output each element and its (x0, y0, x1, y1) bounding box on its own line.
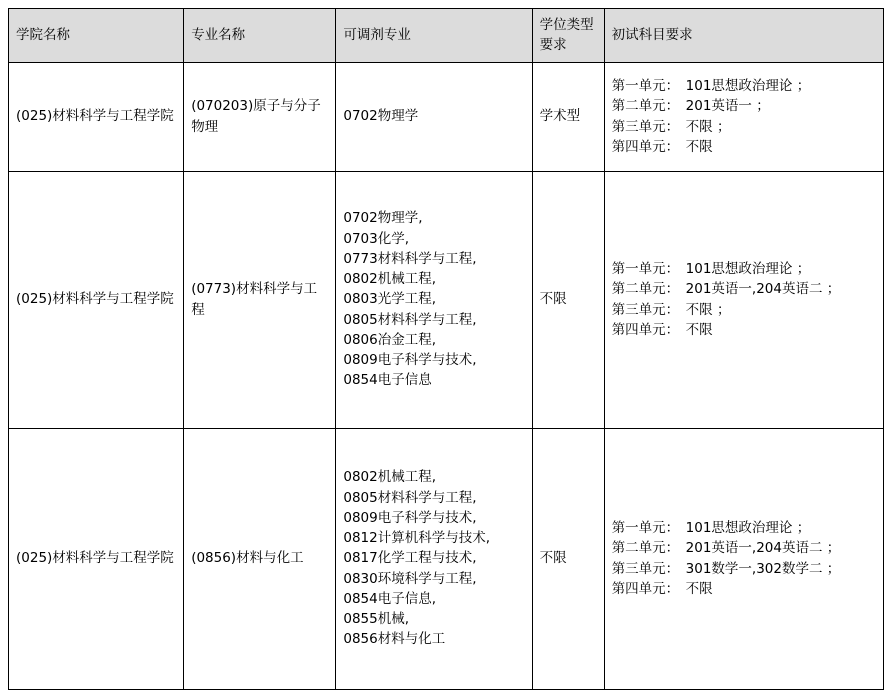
cell-adjustable-majors (336, 62, 532, 171)
list-item (612, 259, 876, 279)
list-item: 0702物理学 (343, 108, 419, 125)
list-item (612, 117, 876, 137)
cell-college: (025)材料科学与工程学院 (9, 428, 184, 689)
column-header-college: 学院名称 (9, 9, 184, 63)
exam-unit-content: 不限 ； (685, 301, 731, 318)
table-header (9, 9, 884, 63)
exam-unit-content: 101思想政治理论 ； (685, 78, 811, 94)
cell-major: (070203)原子与分子物理 (184, 62, 336, 171)
column-header-major: 专业名称 (184, 9, 336, 63)
exam-unit-label: 第四单元： (611, 138, 680, 155)
exam-unit-content: 101思想政治理论 ； (685, 261, 811, 277)
list-item: 0854电子信息 (343, 372, 432, 389)
list-item (612, 279, 876, 299)
exam-unit-content: 201英语一,204英语二 ； (685, 540, 841, 557)
exam-requirements-list (612, 518, 876, 599)
list-item: 0805材料科学与工程, (343, 311, 477, 328)
table-row (9, 171, 884, 428)
list-item (612, 320, 876, 340)
cell-exam-requirements (604, 62, 883, 171)
cell-degree-type: 不限 (532, 171, 604, 428)
exam-unit-content: 301数学一,302数学二 ； (685, 560, 841, 577)
list-item: 0802机械工程, (343, 271, 437, 288)
list-item: 0805材料科学与工程, (343, 489, 477, 506)
adjustable-majors-list (343, 208, 524, 390)
column-header-degree-type: 学位类型要求 (532, 9, 604, 63)
cell-major: (0856)材料与化工 (184, 428, 336, 689)
list-item: 0703化学, (343, 230, 410, 247)
list-item (612, 76, 876, 96)
list-item: 0802机械工程, (343, 469, 437, 486)
list-item: 0809电子科学与技术, (343, 352, 477, 369)
adjustment-majors-table (8, 8, 884, 690)
list-item: 0809电子科学与技术, (343, 509, 477, 526)
list-item: 0817化学工程与技术, (343, 550, 477, 567)
list-item: 0702物理学, (343, 210, 423, 227)
exam-unit-label: 第一单元： (611, 78, 680, 94)
cell-major: (0773)材料科学与工程 (184, 171, 336, 428)
exam-unit-label: 第二单元： (611, 98, 680, 115)
exam-unit-content: 不限 (685, 321, 713, 338)
exam-unit-content: 101思想政治理论 ； (685, 520, 811, 536)
exam-unit-label: 第四单元： (611, 580, 680, 597)
exam-unit-label: 第四单元： (611, 321, 680, 338)
list-item: 0773材料科学与工程, (343, 250, 477, 267)
exam-unit-label: 第一单元： (611, 261, 680, 277)
exam-unit-content: 不限 (685, 138, 713, 155)
table-row (9, 428, 884, 689)
list-item: 0803光学工程, (343, 291, 437, 308)
cell-college: (025)材料科学与工程学院 (9, 171, 184, 428)
list-item (612, 579, 876, 599)
table-header-row (9, 9, 884, 63)
exam-unit-label: 第二单元： (611, 281, 680, 298)
cell-degree-type: 学术型 (532, 62, 604, 171)
exam-unit-label: 第三单元： (611, 118, 680, 135)
list-item (612, 300, 876, 320)
list-item: 0806冶金工程, (343, 331, 437, 348)
cell-exam-requirements (604, 171, 883, 428)
exam-unit-content: 201英语一 ； (685, 98, 770, 115)
adjustable-majors-list (343, 106, 524, 126)
exam-unit-content: 不限 (685, 580, 713, 597)
list-item (612, 559, 876, 579)
exam-requirements-list (612, 76, 876, 157)
cell-college: (025)材料科学与工程学院 (9, 62, 184, 171)
exam-unit-label: 第二单元： (611, 540, 680, 557)
cell-adjustable-majors (336, 428, 532, 689)
list-item: 0812计算机科学与技术, (343, 530, 491, 547)
exam-requirements-list (612, 259, 876, 340)
cell-degree-type: 不限 (532, 428, 604, 689)
exam-unit-label: 第一单元： (611, 520, 680, 536)
list-item: 0854电子信息, (343, 590, 437, 607)
cell-adjustable-majors (336, 171, 532, 428)
column-header-exam-requirements: 初试科目要求 (604, 9, 883, 63)
table-row (9, 62, 884, 171)
exam-unit-label: 第三单元： (611, 560, 680, 577)
cell-exam-requirements (604, 428, 883, 689)
exam-unit-content: 201英语一,204英语二 ； (685, 281, 841, 298)
list-item (612, 518, 876, 538)
exam-unit-content: 不限 ； (685, 118, 731, 135)
list-item (612, 137, 876, 157)
list-item (612, 96, 876, 116)
list-item (612, 538, 876, 558)
exam-unit-label: 第三单元： (611, 301, 680, 318)
list-item: 0830环境科学与工程, (343, 570, 477, 587)
list-item: 0856材料与化工 (343, 631, 446, 648)
table-body (9, 62, 884, 689)
list-item: 0855机械, (343, 611, 410, 628)
column-header-adjustable-majors: 可调剂专业 (336, 9, 532, 63)
adjustable-majors-list (343, 467, 524, 649)
